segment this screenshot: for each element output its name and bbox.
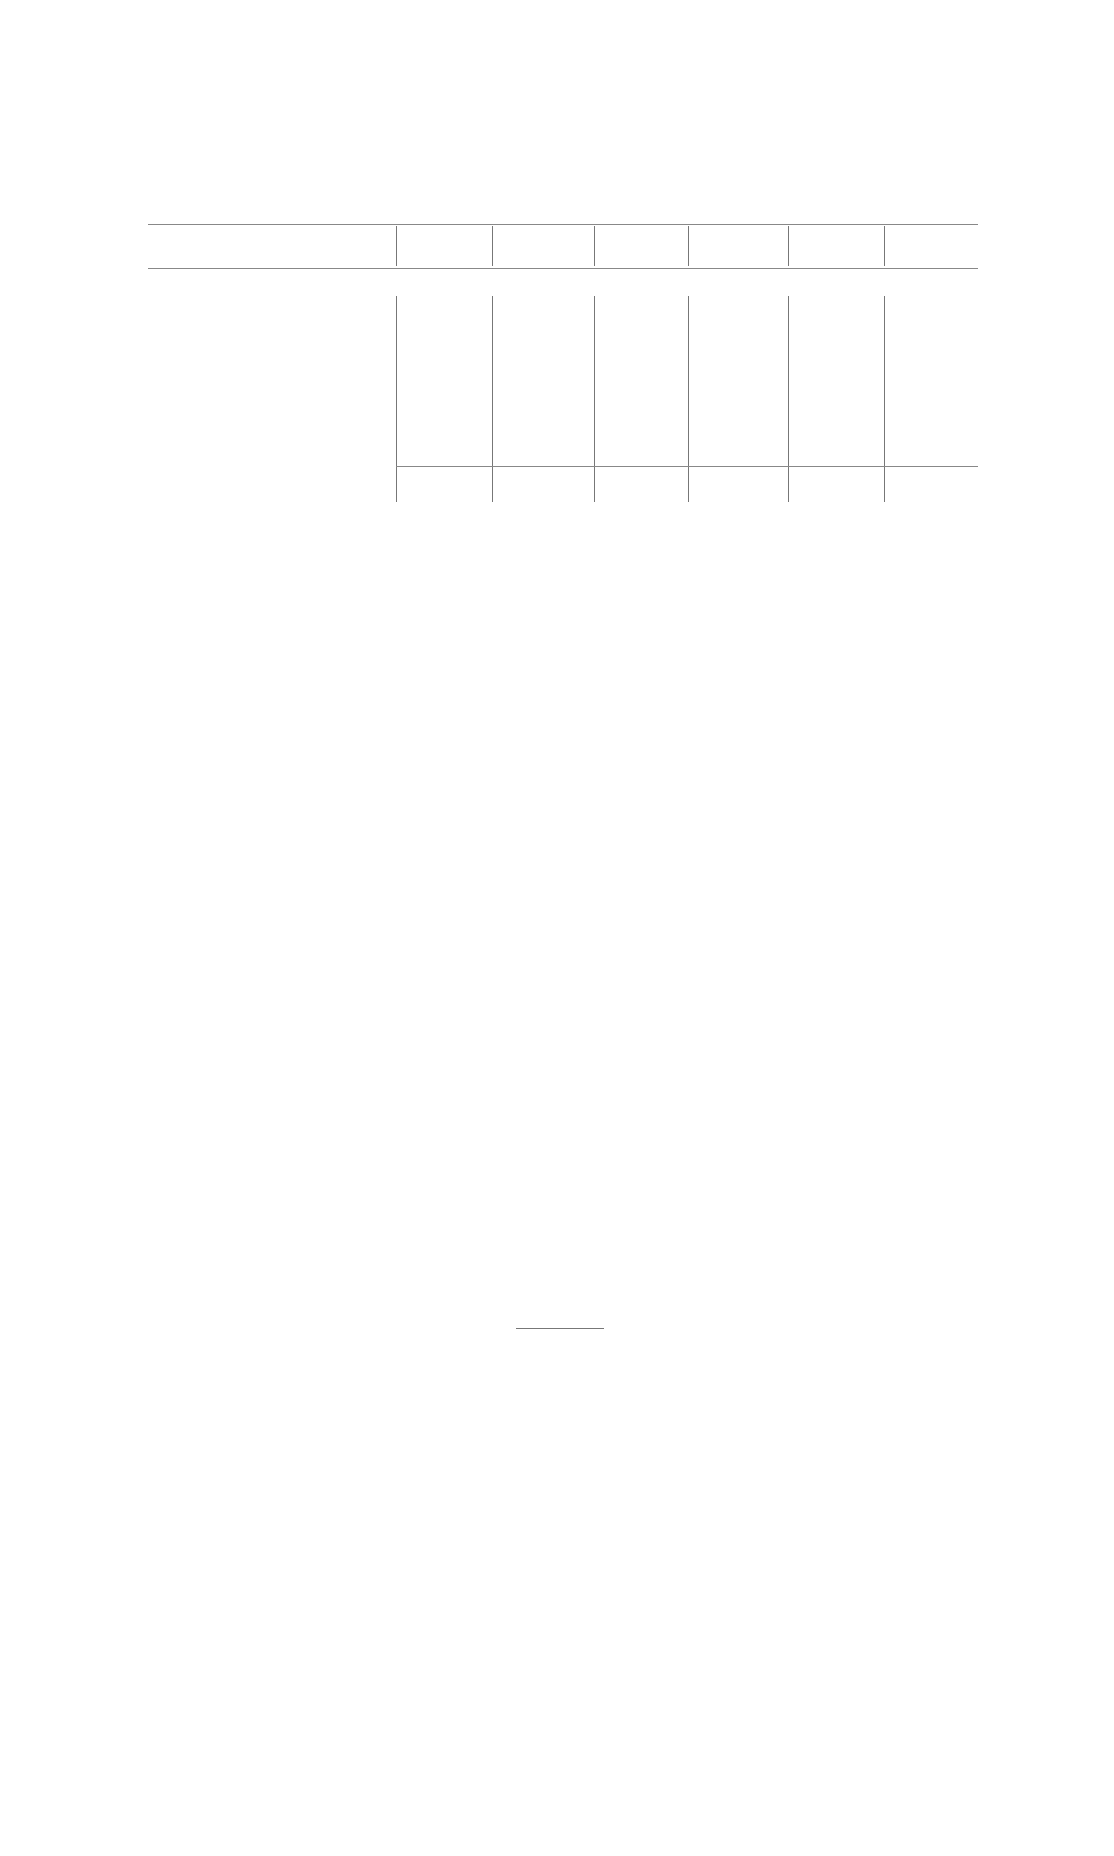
table-top-rule xyxy=(148,224,978,225)
table-row xyxy=(148,382,978,398)
column-separator xyxy=(492,226,493,266)
subtotal-row xyxy=(148,474,978,490)
table-row xyxy=(148,413,978,429)
header-bottom-rule xyxy=(148,268,978,269)
table-row xyxy=(148,334,978,350)
table-row xyxy=(148,445,978,461)
currency-row xyxy=(148,301,978,317)
column-separator xyxy=(396,226,397,266)
column-separator xyxy=(788,226,789,266)
table-row xyxy=(148,429,978,445)
column-separator xyxy=(688,226,689,266)
end-rule xyxy=(516,1328,604,1329)
column-separator xyxy=(594,226,595,266)
table-row xyxy=(148,350,978,366)
column-separator xyxy=(884,226,885,266)
subtotal-rule xyxy=(396,466,978,467)
table-row xyxy=(148,318,978,334)
table-row xyxy=(148,398,978,414)
table-row xyxy=(148,366,978,382)
